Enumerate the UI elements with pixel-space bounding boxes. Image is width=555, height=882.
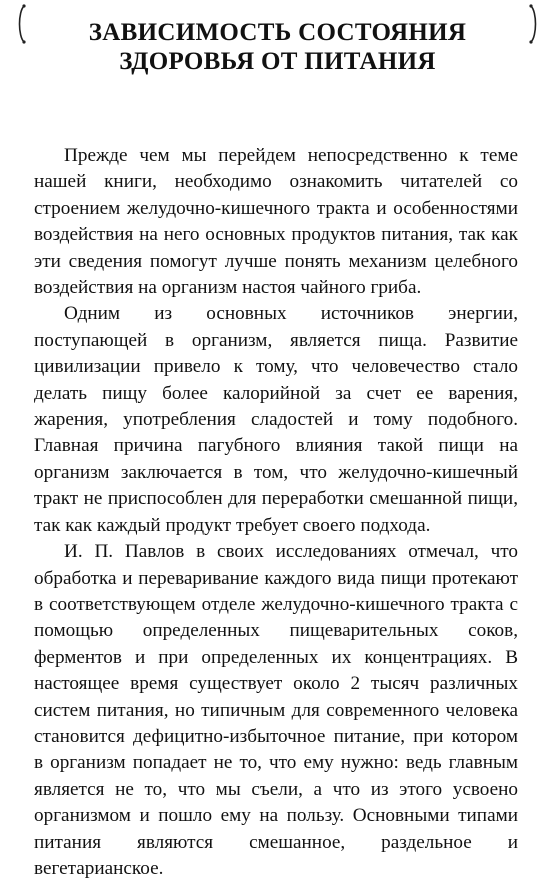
chapter-body: [34, 143, 518, 882]
paragraph-2: Одним из основных источников энергии, поступающей в организм, является пища. Развитие цивилизации привело к тому, что человечество стало делать пищу более калорийной за счет ее варения, жарения, употребления сладостей и тому подобного. Главная причина пагубного влияния такой пищи на организм заключается в том, что желудочно-кишечный тракт не приспособлен для переработки смешанной пищи, так как каждый продукт требует своего подхода.: [34, 303, 518, 536]
chapter-title: [0, 18, 555, 76]
paragraph-3: И. П. Павлов в своих исследованиях отмечал, что обработка и переваривание каждого вида пищи протекают в соответствующем отделе желудочно-кишечного тракта с помощью определенных пищеварительных соков, ферментов и при определенных их концентрациях. В настоящее время существует около 2 тысяч различных систем питания, но типичным для современного человека становится дефицитно-избыточное питание, при котором в организм попадает не то, что ему нужно: ведь главным является не то, что мы съели, а что из этого усвоено организмом и пошло ему на пользу. Основными типами питания являются смешанное, раздельное и вегетарианское.: [34, 541, 518, 879]
paragraph-1: Прежде чем мы перейдем непосредственно к теме нашей книги, необходимо ознакомить читателей со строением желудочно-кишечного тракта и особенностями воздействия на него основных продуктов питания, так как эти сведения помогут лучше понять механизм целебного воздействия на организм настоя чайного гриба.: [34, 145, 518, 299]
chapter-title-line-1: ЗАВИСИМОСТЬ СОСТОЯНИЯ: [88, 19, 467, 46]
chapter-title-line-2: ЗДОРОВЬЯ ОТ ПИТАНИЯ: [119, 48, 436, 75]
